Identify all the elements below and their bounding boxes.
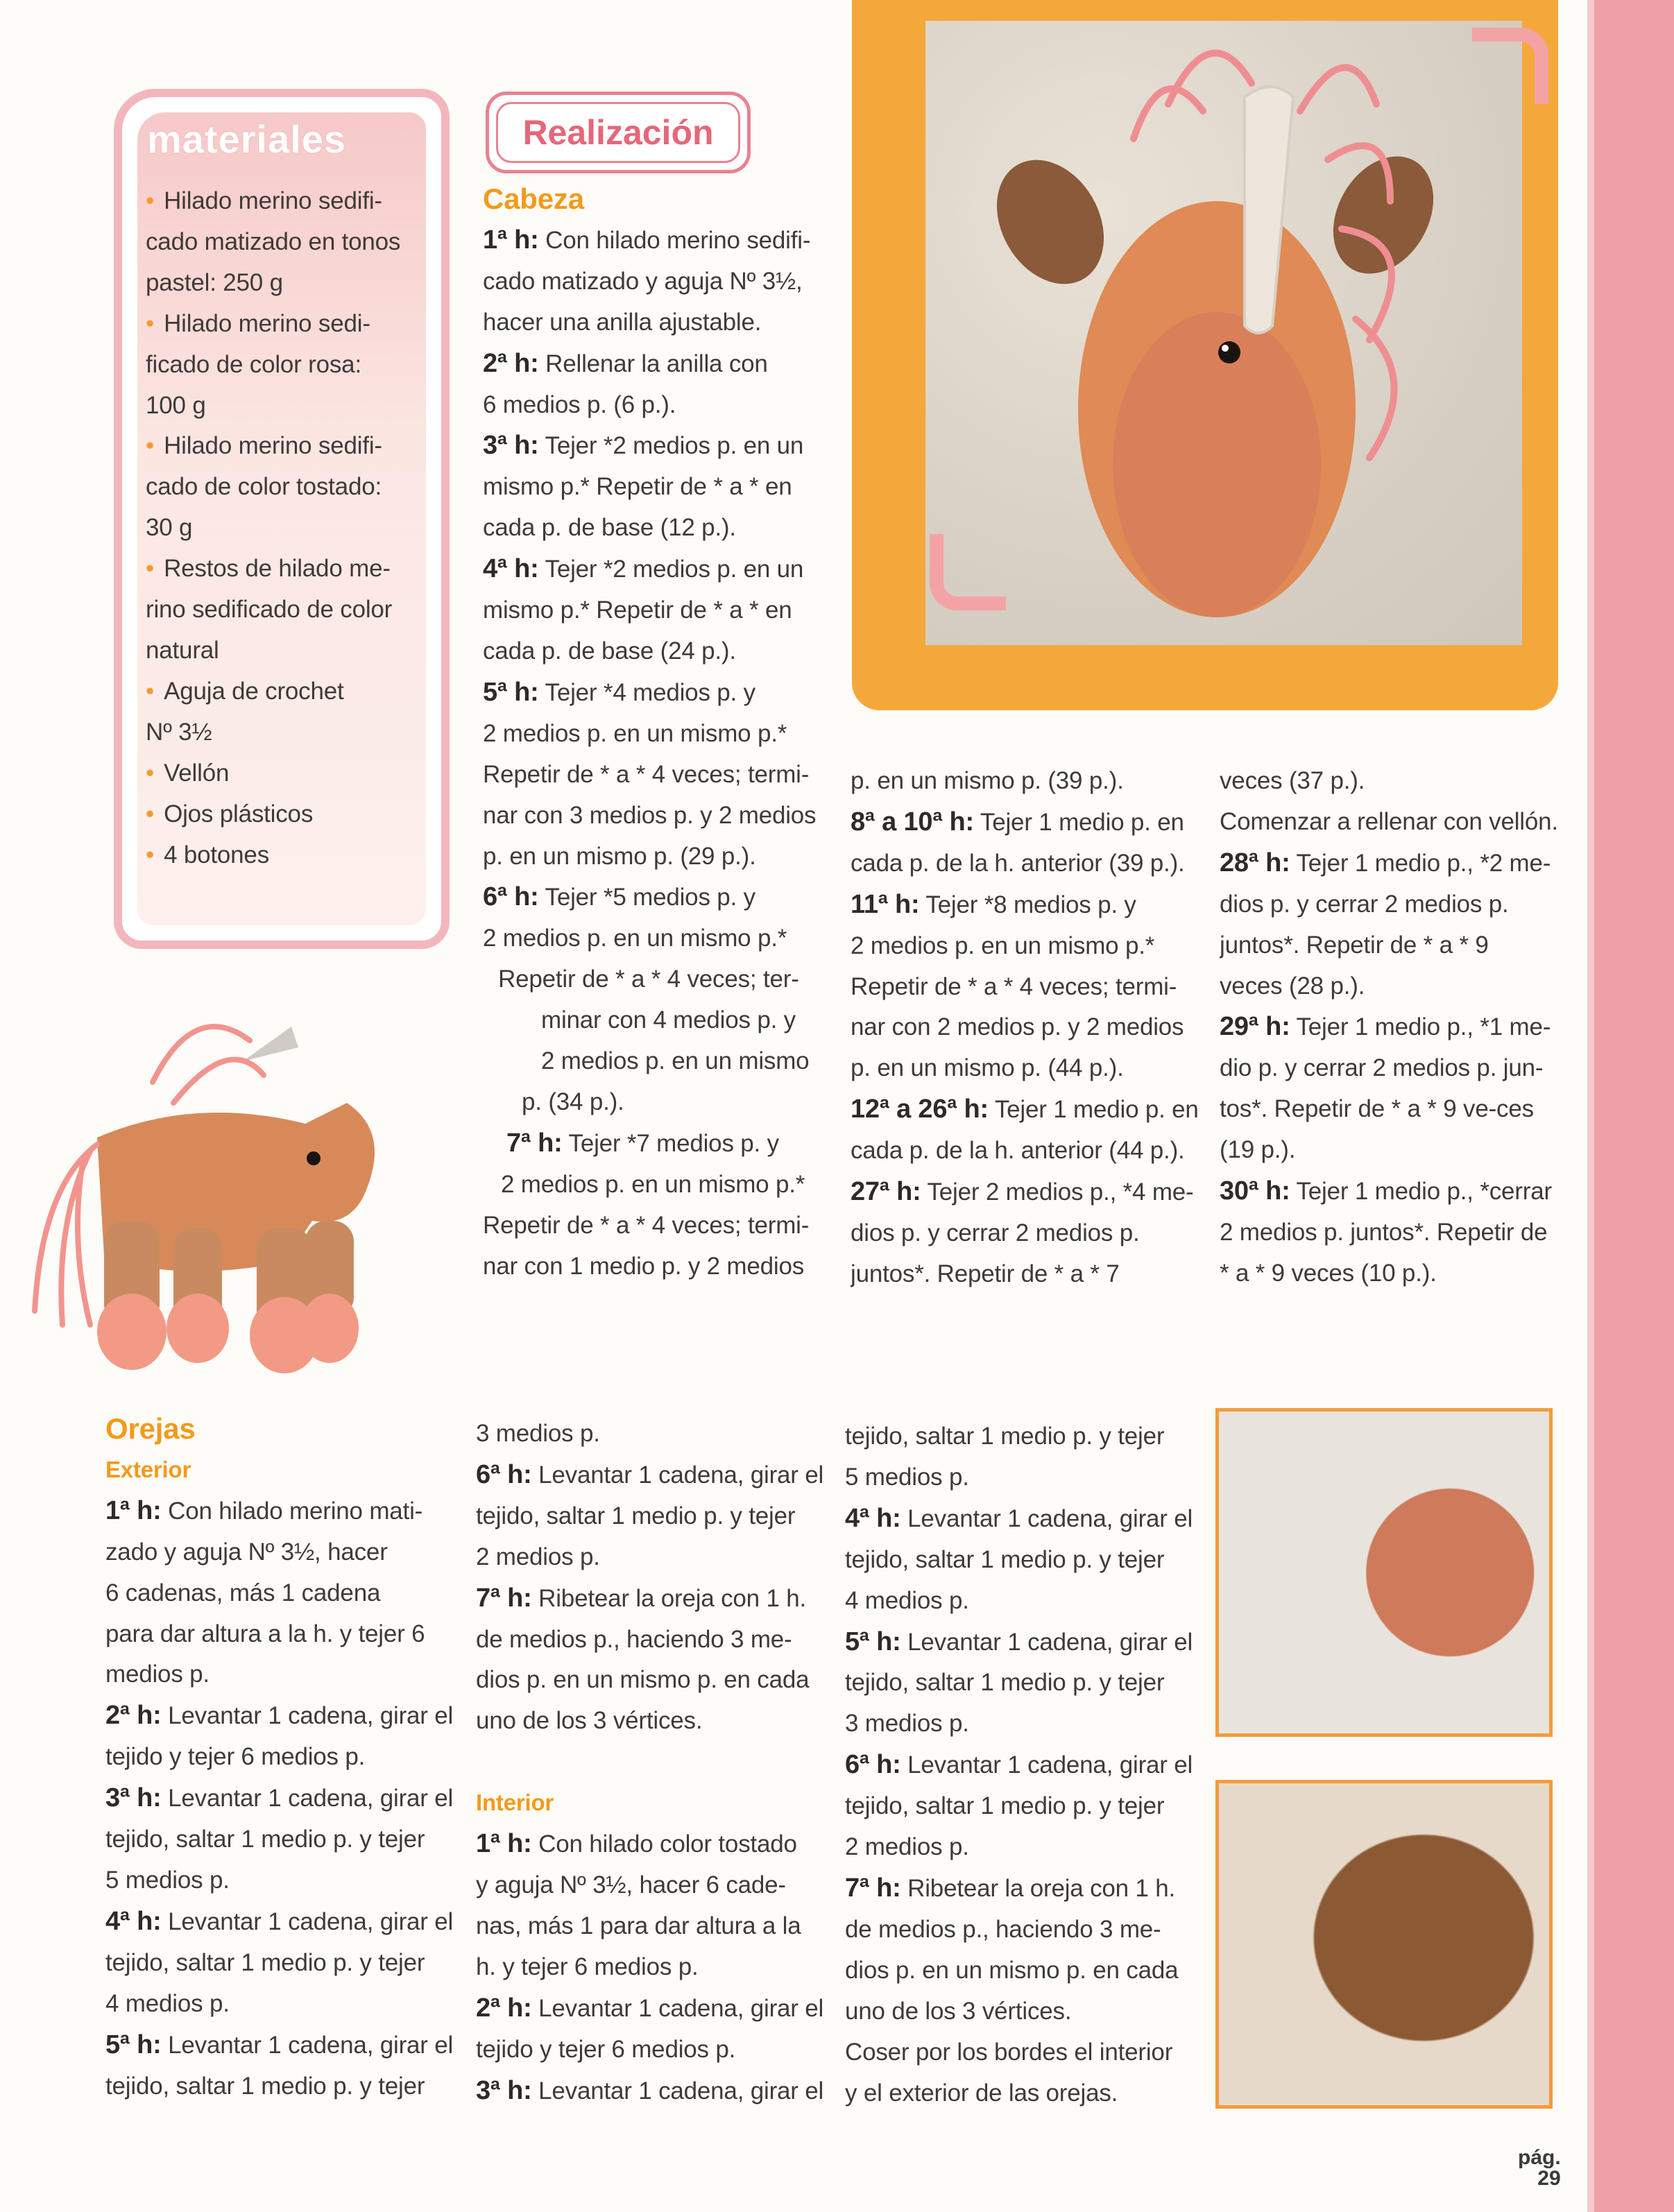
line-text: Orejas: [105, 1412, 196, 1445]
material-item-line: [146, 222, 437, 263]
material-item-line: [146, 671, 437, 712]
line-text: mismo p.* Repetir de * a * en: [483, 473, 792, 501]
line-text: Tejer *4 medios p. y: [538, 678, 755, 706]
line-text: veces (28 p.).: [1220, 972, 1365, 1000]
material-item-line: [146, 263, 437, 304]
material-text: 4 botones: [164, 841, 270, 868]
corner-decoration-bottom-left: [930, 534, 1006, 610]
row-instruction: [483, 1123, 830, 1165]
text-line: [105, 1860, 473, 1901]
row-label: 2ª h:: [483, 348, 539, 378]
row-instruction: [483, 425, 830, 467]
line-text: de medios p., haciendo 3 me-: [476, 1625, 792, 1653]
row-instruction: [845, 1868, 1206, 1910]
line-text: Coser por los bordes el interior: [845, 2038, 1173, 2066]
line-text: dios p. y cerrar 2 medios p.: [1220, 890, 1509, 918]
line-text: tejido, saltar 1 medio p. y tejer: [845, 1423, 1165, 1450]
line-text: Con hilado color tostado: [531, 1831, 797, 1858]
line-text: Levantar 1 cadena, girar el: [900, 1504, 1193, 1532]
line-text: Levantar 1 cadena, girar el: [900, 1628, 1193, 1656]
text-line: [845, 1786, 1206, 1827]
line-text: de medios p., haciendo 3 me-: [845, 1915, 1161, 1943]
row-instruction: [1220, 1006, 1580, 1048]
material-text: cado matizado en tonos: [146, 228, 401, 255]
line-text: para dar altura a la h. y tejer 6: [105, 1620, 425, 1647]
row-label: 4ª h:: [845, 1503, 901, 1533]
material-text: Hilado merino sedi-: [164, 309, 370, 337]
line-text: 2 medios p.: [476, 1543, 600, 1570]
text-line: [476, 1701, 837, 1742]
text-line: [105, 2066, 473, 2107]
line-text: tejido, saltar 1 medio p. y tejer: [845, 1792, 1165, 1820]
row-label: 3ª h:: [105, 1783, 162, 1813]
row-label: 27ª h:: [851, 1177, 921, 1207]
row-label: 6ª h:: [476, 1459, 532, 1489]
line-text: 2 medios p.: [845, 1833, 969, 1861]
line-text: zado y aguja Nº 3½, hacer: [105, 1538, 388, 1566]
line-text: Con hilado merino sedifi-: [538, 226, 811, 254]
text-line: [1220, 1253, 1580, 1294]
row-instruction: [845, 1744, 1206, 1786]
line-text: cada p. de base (24 p.).: [483, 637, 736, 665]
line-text: Tejer 1 medio p. en: [988, 1096, 1199, 1124]
text-line: [845, 2073, 1206, 2114]
line-text: Levantar 1 cadena, girar el: [161, 2031, 454, 2059]
row-instruction: [476, 1988, 837, 2030]
text-line: [483, 590, 830, 631]
text-line: [1220, 884, 1580, 925]
row-label: 29ª h:: [1220, 1012, 1290, 1042]
line-text: mismo p.* Repetir de * a * en: [483, 597, 792, 624]
line-text: p. en un mismo p. (39 p.).: [851, 767, 1124, 794]
bullet-icon: •: [146, 759, 155, 787]
line-text: dios p. en un mismo p. en cada: [476, 1666, 810, 1694]
row-instruction: [851, 1172, 1211, 1213]
text-line: [483, 918, 830, 959]
material-item-line: [146, 753, 437, 794]
bullet-icon: •: [146, 841, 155, 868]
line-text: Levantar 1 cadena, girar el: [531, 2077, 824, 2104]
line-text: 6 cadenas, más 1 cadena: [105, 1579, 381, 1606]
material-text: Aguja de crochet: [164, 677, 344, 705]
line-text: 2 medios p. juntos*. Repetir de: [1220, 1218, 1548, 1246]
text-line: [845, 1827, 1206, 1868]
material-item-line: [146, 426, 437, 467]
row-label: 6ª h:: [845, 1750, 901, 1780]
line-text: * a * 9 veces (10 p.).: [1220, 1259, 1437, 1287]
line-text: tejido, saltar 1 medio p. y tejer: [845, 1545, 1165, 1573]
unicorn-full-photo: [14, 978, 402, 1380]
text-line: [476, 1496, 837, 1537]
text-line: [483, 714, 830, 755]
material-text: Nº 3½: [146, 718, 212, 746]
text-line: [483, 385, 830, 426]
line-text: cada p. de la h. anterior (44 p.).: [851, 1137, 1185, 1165]
line-text: Tejer 1 medio p., *cerrar: [1290, 1178, 1552, 1206]
text-line: [483, 959, 830, 1000]
row-label: 3ª h:: [483, 431, 539, 461]
text-line: [476, 1414, 837, 1455]
cabeza-column-1: [483, 179, 830, 1293]
line-text: tejido, saltar 1 medio p. y tejer: [476, 1502, 796, 1529]
line-text: 6 medios p. (6 p.).: [483, 391, 676, 418]
line-text: Tejer 1 medio p. en: [974, 808, 1184, 836]
text-line: [476, 1906, 837, 1947]
text-line: [1220, 1048, 1580, 1089]
text-line: [851, 843, 1211, 884]
line-text: medios p.: [105, 1661, 210, 1688]
row-label: 2ª h:: [476, 1993, 532, 2023]
page-label: pág.: [1518, 2146, 1561, 2169]
line-text: nar con 2 medios p. y 2 medios: [851, 1013, 1184, 1041]
row-label: 3ª h:: [476, 2075, 532, 2105]
line-text: h. y tejer 6 medios p.: [476, 1953, 699, 1980]
row-label: 5ª h:: [105, 2030, 162, 2059]
row-label: 6ª h:: [483, 882, 539, 912]
line-text: 2 medios p. en un mismo p.*: [483, 719, 787, 747]
cabeza-column-2: [851, 761, 1211, 1295]
row-instruction: [851, 802, 1211, 843]
text-line: [1220, 925, 1580, 966]
text-line: [105, 1819, 473, 1860]
line-text: tos*. Repetir de * a * 9 ve-ces: [1220, 1095, 1534, 1123]
bullet-icon: •: [146, 555, 155, 583]
line-text: cada p. de base (12 p.).: [483, 514, 736, 542]
bullet-icon: •: [146, 677, 155, 705]
line-text: Ribetear la oreja con 1 h.: [531, 1584, 807, 1612]
line-text: cado matizado y aguja Nº 3½,: [483, 267, 803, 295]
line-text: Exterior: [105, 1456, 191, 1482]
line-text: tejido y tejer 6 medios p.: [105, 1743, 366, 1771]
material-text: ficado de color rosa:: [146, 350, 361, 378]
line-text: Con hilado merino mati-: [161, 1497, 423, 1525]
material-item-line: [146, 794, 437, 835]
line-text: Levantar 1 cadena, girar el: [161, 1785, 454, 1812]
row-label: 5ª h:: [845, 1627, 901, 1656]
text-line: [845, 1704, 1206, 1744]
row-instruction: [476, 1578, 837, 1620]
row-instruction: [105, 2025, 473, 2066]
text-line: [476, 1537, 837, 1578]
row-label: 7ª h:: [845, 1873, 901, 1903]
orejas-column-2: [476, 1414, 837, 2128]
orejas-column-3: [845, 1416, 1206, 2131]
row-instruction: [851, 1089, 1211, 1131]
text-line: [483, 1206, 830, 1246]
line-text: Ribetear la oreja con 1 h.: [900, 1874, 1176, 1902]
line-text: Rellenar la anilla con: [538, 350, 768, 377]
text-line: [1220, 1130, 1580, 1171]
text-line: [483, 755, 830, 796]
material-text: Restos de hilado me-: [164, 555, 391, 583]
material-text: Hilado merino sedifi-: [164, 432, 382, 460]
line-text: juntos*. Repetir de * a * 7: [851, 1260, 1120, 1287]
line-text: nar con 1 medio p. y 2 medios: [483, 1252, 805, 1280]
line-text: nas, más 1 para dar altura a la: [476, 1912, 801, 1939]
text-line: [483, 302, 830, 343]
line-text: p. en un mismo p. (29 p.).: [483, 842, 756, 870]
material-text: natural: [146, 636, 219, 664]
text-line: [476, 1865, 837, 1906]
line-text: Tejer 1 medio p., *1 me-: [1290, 1013, 1551, 1041]
line-text: veces (37 p.).: [1220, 767, 1365, 794]
text-line: [483, 796, 830, 837]
material-item-line: [146, 181, 437, 222]
row-instruction: [845, 1622, 1206, 1663]
realizacion-label: Realización: [496, 102, 740, 163]
line-text: [476, 1748, 483, 1775]
row-instruction: [483, 672, 830, 714]
row-instruction: [476, 1824, 837, 1865]
row-label: 2ª h:: [105, 1701, 162, 1731]
materials-title: materiales: [147, 117, 347, 161]
material-text: Hilado merino sedifi-: [164, 187, 382, 214]
text-line: [845, 1950, 1206, 1991]
row-instruction: [105, 1901, 473, 1943]
line-text: p. en un mismo p. (44 p.).: [851, 1054, 1124, 1082]
line-text: minar con 4 medios p. y: [541, 1006, 796, 1034]
row-instruction: [845, 1498, 1206, 1540]
line-text: juntos*. Repetir de * a * 9: [1220, 931, 1489, 959]
line-text: p. (34 p.).: [522, 1088, 624, 1115]
bullet-icon: •: [146, 800, 155, 828]
text-line: [851, 967, 1211, 1008]
text-line: [476, 1620, 837, 1661]
text-line: [476, 1947, 837, 1988]
row-label: 30ª h:: [1220, 1176, 1290, 1206]
text-line: [851, 1213, 1211, 1254]
text-line: [105, 1614, 473, 1655]
text-line: [483, 1165, 830, 1206]
row-label: 1ª h:: [483, 225, 539, 255]
line-text: tejido, saltar 1 medio p. y tejer: [105, 1948, 425, 1976]
text-line: [1220, 966, 1580, 1007]
material-item-line: [146, 549, 437, 590]
row-instruction: [483, 343, 830, 385]
line-text: tejido, saltar 1 medio p. y tejer: [105, 1826, 425, 1853]
text-line: [851, 1131, 1211, 1172]
text-line: [483, 837, 830, 877]
orejas-column-1: [105, 1409, 473, 2123]
text-line: [105, 1943, 473, 1984]
text-line: [1220, 1212, 1580, 1253]
text-line: [845, 2032, 1206, 2073]
line-text: tejido, saltar 1 medio p. y tejer: [845, 1669, 1165, 1697]
material-item-line: [146, 304, 437, 345]
line-text: Comenzar a rellenar con vellón.: [1220, 807, 1558, 835]
text-line: [845, 1457, 1206, 1498]
line-text: Repetir de * a * 4 veces; termi-: [483, 1211, 810, 1239]
line-text: y aguja Nº 3½, hacer 6 cade-: [476, 1871, 786, 1898]
text-line: [483, 508, 830, 549]
line-text: dios p. en un mismo p. en cada: [845, 1956, 1179, 1984]
line-text: nar con 3 medios p. y 2 medios: [483, 801, 817, 829]
text-line: [1220, 802, 1580, 843]
row-instruction: [105, 1695, 473, 1737]
text-line: [851, 926, 1211, 967]
material-item-line: [146, 345, 437, 386]
row-instruction: [476, 1455, 837, 1496]
line-text: Tejer *7 medios p. y: [562, 1129, 779, 1157]
material-text: pastel: 250 g: [146, 268, 283, 296]
material-item-line: [146, 467, 437, 508]
row-instruction: [1220, 1171, 1580, 1212]
text-line: [845, 1663, 1206, 1704]
page-number: [1518, 2147, 1561, 2189]
unicorn-head-illustration: [925, 21, 1522, 645]
row-label: 7ª h:: [506, 1128, 563, 1158]
row-instruction: [476, 2070, 837, 2112]
row-label: 1ª h:: [105, 1495, 162, 1525]
text-line: [105, 1654, 473, 1695]
row-label: 4ª h:: [483, 554, 539, 584]
material-text: 30 g: [146, 514, 193, 542]
line-text: cada p. de la h. anterior (39 p.).: [851, 849, 1185, 877]
line-text: 4 medios p.: [105, 1989, 230, 2017]
ear-exterior-photo: [1215, 1408, 1553, 1737]
line-text: 3 medios p.: [476, 1420, 600, 1447]
line-text: tejido y tejer 6 medios p.: [476, 2035, 736, 2063]
line-text: 2 medios p. en un mismo p.*: [851, 932, 1155, 959]
line-text: Levantar 1 cadena, girar el: [161, 1907, 454, 1935]
text-line: [476, 1742, 837, 1783]
cabeza-column-3: [1220, 761, 1580, 1295]
line-text: y el exterior de las orejas.: [845, 2079, 1118, 2107]
row-instruction: [483, 220, 830, 262]
line-text: (19 p.).: [1220, 1136, 1296, 1164]
material-item-line: [146, 386, 437, 427]
line-text: tejido, saltar 1 medio p. y tejer: [105, 2072, 425, 2100]
text-line: [105, 1573, 473, 1614]
row-label: 28ª h:: [1220, 848, 1290, 877]
material-item-line: [146, 631, 437, 671]
text-line: [1220, 761, 1580, 802]
section-heading: [483, 179, 830, 220]
text-line: [483, 1000, 830, 1041]
row-label: 1ª h:: [476, 1829, 532, 1859]
text-line: [851, 1254, 1211, 1295]
row-label: 12ª a 26ª h:: [851, 1095, 989, 1124]
material-text: Ojos plásticos: [164, 800, 314, 828]
text-line: [483, 262, 830, 302]
text-line: [483, 1246, 830, 1287]
text-line: [845, 1991, 1206, 2032]
section-subheading: [476, 1783, 837, 1824]
text-line: [851, 1007, 1211, 1048]
line-text: 4 medios p.: [845, 1586, 969, 1614]
bullet-icon: •: [146, 187, 155, 214]
text-line: [1220, 1089, 1580, 1130]
line-text: dios p. y cerrar 2 medios p.: [851, 1219, 1140, 1246]
line-text: Tejer *8 medios p. y: [919, 891, 1136, 918]
row-label: 11ª h:: [851, 889, 920, 919]
text-line: [845, 1540, 1206, 1581]
text-line: [483, 1041, 830, 1082]
right-pink-band: [1587, 0, 1674, 2212]
row-instruction: [105, 1491, 473, 1532]
line-text: 2 medios p. en un mismo p.*: [501, 1170, 805, 1198]
material-item-line: [146, 712, 437, 753]
line-text: Repetir de * a * 4 veces; termi-: [851, 972, 1177, 1000]
line-text: 5 medios p.: [105, 1866, 230, 1894]
line-text: Levantar 1 cadena, girar el: [900, 1751, 1193, 1779]
text-line: [483, 1082, 830, 1123]
row-label: 4ª h:: [105, 1906, 162, 1936]
row-instruction: [1220, 843, 1580, 884]
line-text: uno de los 3 vértices.: [476, 1707, 703, 1735]
line-text: Levantar 1 cadena, girar el: [161, 1702, 454, 1730]
line-text: Tejer 1 medio p., *2 me-: [1290, 849, 1551, 877]
row-label: 7ª h:: [476, 1583, 532, 1613]
row-label: 8ª a 10ª h:: [851, 807, 975, 837]
row-instruction: [105, 1778, 473, 1819]
line-text: 2 medios p. en un mismo: [541, 1047, 810, 1075]
line-text: Tejer *5 medios p. y: [538, 884, 755, 911]
materials-list: [146, 181, 437, 875]
row-instruction: [483, 877, 830, 918]
line-text: Tejer 2 medios p., *4 me-: [921, 1178, 1194, 1206]
row-instruction: [851, 884, 1211, 926]
line-text: Repetir de * a * 4 veces; ter-: [498, 966, 799, 993]
text-line: [476, 1660, 837, 1701]
text-line: [845, 1416, 1206, 1457]
line-text: dio p. y cerrar 2 medios p. jun-: [1220, 1054, 1544, 1082]
line-text: Interior: [476, 1790, 554, 1816]
row-label: 5ª h:: [483, 677, 539, 707]
line-text: Tejer *2 medios p. en un: [538, 432, 804, 460]
material-item-line: [146, 835, 437, 876]
material-text: 100 g: [146, 391, 206, 419]
material-text: Vellón: [164, 759, 230, 787]
line-text: 5 medios p.: [845, 1463, 969, 1491]
text-line: [105, 1532, 473, 1573]
material-item-line: [146, 508, 437, 549]
line-text: 2 medios p. en un mismo p.*: [483, 925, 787, 952]
text-line: [845, 1581, 1206, 1622]
line-text: Tejer *2 medios p. en un: [538, 556, 804, 583]
text-line: [105, 1737, 473, 1778]
text-line: [105, 1984, 473, 2025]
corner-decoration-top-right: [1472, 28, 1548, 104]
material-item-line: [146, 590, 437, 631]
realizacion-badge: [486, 92, 751, 173]
page-number-value: 29: [1537, 2167, 1561, 2190]
ear-interior-photo: [1215, 1780, 1553, 2109]
text-line: [851, 1048, 1211, 1089]
line-text: hacer una anilla ajustable.: [483, 308, 762, 336]
section-heading: [105, 1409, 473, 1450]
line-text: uno de los 3 vértices.: [845, 1997, 1072, 2025]
line-text: 3 medios p.: [845, 1710, 969, 1738]
line-text: Repetir de * a * 4 veces; termi-: [483, 760, 810, 788]
text-line: [483, 467, 830, 508]
text-line: [476, 2030, 837, 2070]
material-text: rino sedificado de color: [146, 596, 393, 624]
line-text: Levantar 1 cadena, girar el: [531, 1461, 824, 1489]
text-line: [851, 761, 1211, 802]
material-text: cado de color tostado:: [146, 473, 382, 501]
bullet-icon: •: [146, 432, 155, 460]
row-instruction: [483, 549, 830, 590]
text-line: [845, 1910, 1206, 1950]
text-line: [483, 631, 830, 672]
line-text: Levantar 1 cadena, girar el: [531, 1994, 824, 2022]
unicorn-head-photo: [925, 21, 1522, 645]
section-subheading: [105, 1450, 473, 1491]
line-text: Cabeza: [483, 182, 584, 215]
bullet-icon: •: [146, 309, 155, 337]
